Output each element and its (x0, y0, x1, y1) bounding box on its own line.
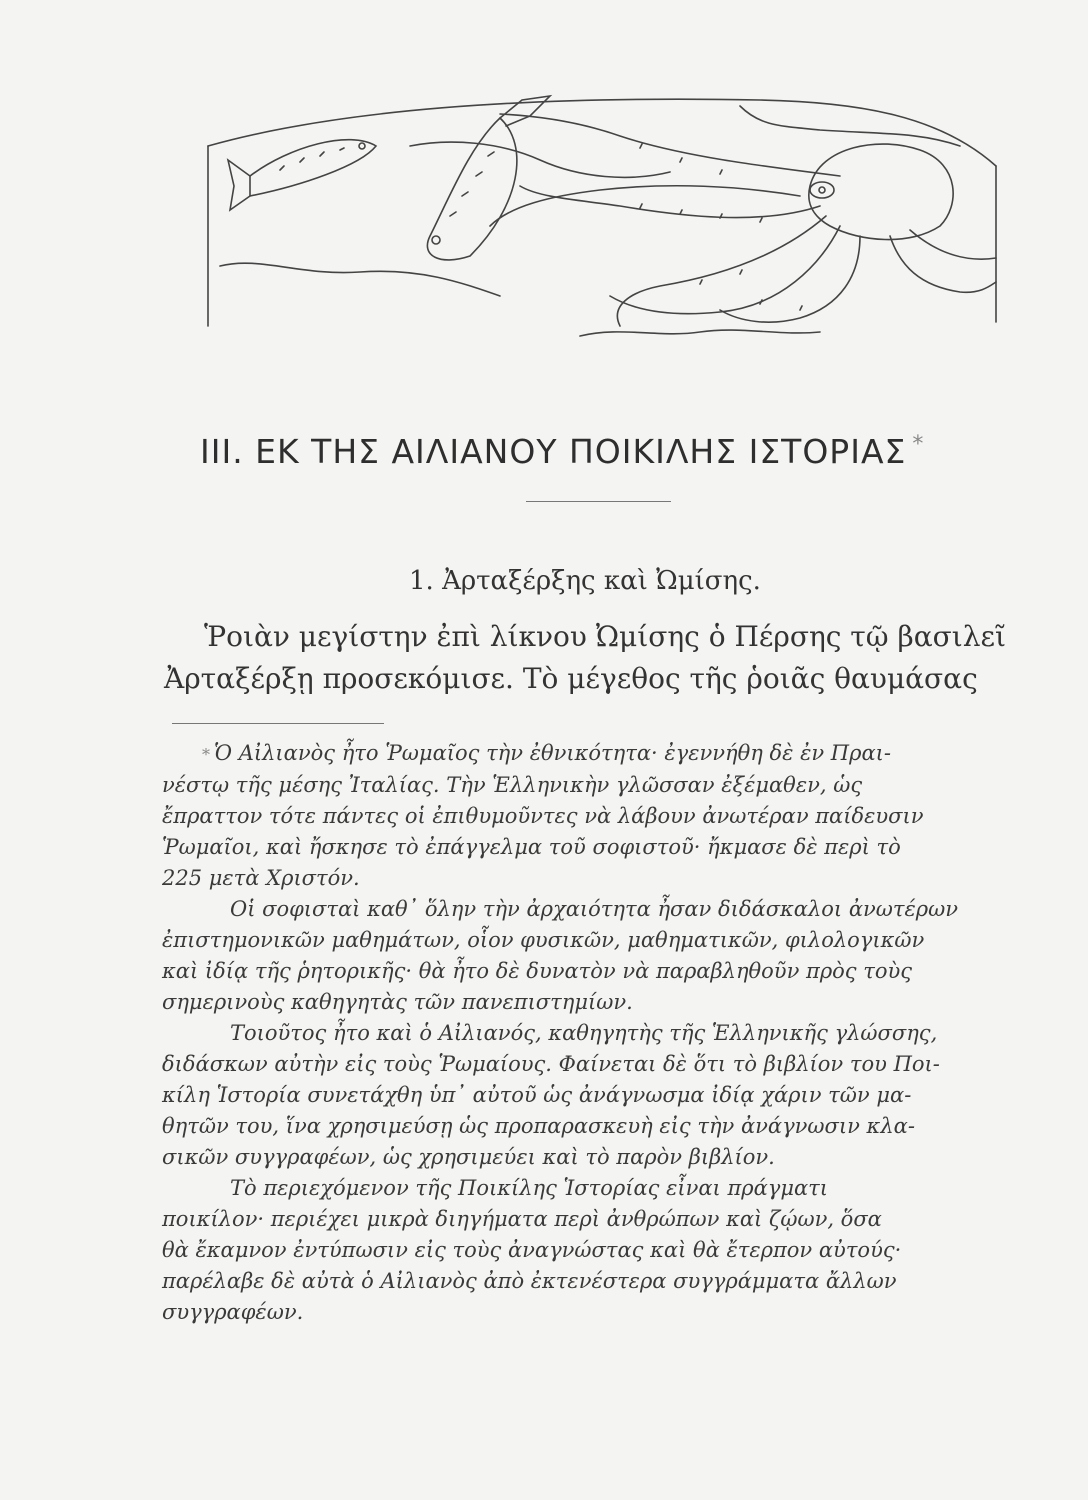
footnote-line: καὶ ἰδίᾳ τῆς ῥητορικῆς· θὰ ἦτο δὲ δυνατὸν νὰ παραβληθοῦν πρὸς τοὺς (162, 959, 913, 983)
footnote-mark: * (202, 745, 210, 764)
footnote-line: νέστῳ τῆς μέσης Ἰταλίας. Τὴν Ἑλληνικὴν γλῶσσαν ἐξέμαθεν, ὡς (162, 773, 863, 797)
footnote-line (162, 738, 1022, 770)
footnote-line: θητῶν του, ἵνα χρησιμεύσῃ ὡς προπαρασκευὴ εἰς τὴν ἀνάγνωσιν κλα- (162, 1114, 915, 1138)
footnote (162, 738, 1022, 1328)
footnote-line: παρέλαβε δὲ αὐτὰ ὁ Αἰλιανὸς ἀπὸ ἐκτενέστερα συγγράμματα ἄλλων (162, 1269, 897, 1293)
main-text-line: Ῥοιὰν μεγίστην ἐπὶ λίκνου Ὠμίσης ὁ Πέρσης τῷ βασιλεῖ (204, 620, 1006, 653)
footnote-line: σικῶν συγγραφέων, ὡς χρησιμεύει καὶ τὸ παρὸν βιβλίον. (162, 1145, 775, 1169)
chapter-title (200, 432, 1020, 471)
footnote-line: συγγραφέων. (162, 1300, 304, 1324)
footnote-line: ποικίλον· περιέχει μικρὰ διηγήματα περὶ ἀνθρώπων καὶ ζῴων, ὅσα (162, 1207, 882, 1231)
section-title: 1. Ἀρταξέρξης καὶ Ὠμίσης. (409, 566, 761, 596)
footnote-line: Τοιοῦτος ἦτο καὶ ὁ Αἰλιανός, καθηγητὴς τῆς Ἑλληνικῆς γλώσσης, (230, 1021, 938, 1045)
footnote-line: 225 μετὰ Χριστόν. (162, 866, 360, 890)
title-divider (526, 501, 671, 502)
footnote-line: Ῥωμαῖοι, καὶ ἤσκησε τὸ ἐπάγγελμα τοῦ σοφιστοῦ· ἤκμασε δὲ περὶ τὸ (162, 835, 901, 859)
main-text-line: Ἀρταξέρξῃ προσεκόμισε. Τὸ μέγεθος τῆς ῥοιᾶς θαυμάσας (164, 662, 978, 695)
fish-icon (427, 96, 550, 260)
fish-icon (228, 140, 376, 210)
main-text (164, 616, 1022, 700)
footnote-line: θὰ ἔκαμνον ἐντύπωσιν εἰς τοὺς ἀναγνώστας καὶ θὰ ἔτερπον αὐτούς· (162, 1238, 902, 1262)
footnote-line: ἐπιστημονικῶν μαθημάτων, οἷον φυσικῶν, μαθηματικῶν, φιλολογικῶν (162, 928, 925, 952)
footnote-line: κίλη Ἱστορία συνετάχθη ὑπ᾽ αὐτοῦ ὡς ἀνάγνωσμα ἰδίᾳ χάριν τῶν μα- (162, 1083, 912, 1107)
footnote-line: σημερινοὺς καθηγητὰς τῶν πανεπιστημίων. (162, 990, 633, 1014)
octopus-icon (490, 114, 996, 326)
footnote-line: Τὸ περιεχόμενον τῆς Ποικίλης Ἱστορίας εἶναι πράγματι (230, 1176, 829, 1200)
octopus-fish-illustration (200, 86, 1000, 346)
chapter-title-text: III. ΕΚ ΤΗΣ ΑΙΛΙΑΝΟΥ ΠΟΙΚΙΛΗΣ ΙΣΤΟΡΙΑΣ (200, 432, 907, 471)
footnote-line: Οἱ σοφισταὶ καθ᾽ ὅλην τὴν ἀρχαιότητα ἦσαν διδάσκαλοι ἀνωτέρων (230, 897, 959, 921)
chapter-footnote-mark: * (912, 432, 925, 457)
footnote-divider (172, 723, 384, 724)
footnote-line: ἔπραττον τότε πάντες οἱ ἐπιθυμοῦντες νὰ λάβουν ἀνωτέραν παίδευσιν (162, 804, 924, 828)
footnote-line-text: Ὁ Αἰλιανὸς ἦτο Ῥωμαῖος τὴν ἐθνικότητα· ἐγεννήθη δὲ ἐν Πραι- (214, 741, 891, 765)
footnote-line: διδάσκων αὐτὴν εἰς τοὺς Ῥωμαίους. Φαίνεται δὲ ὅτι τὸ βιβλίον του Ποι- (162, 1052, 940, 1076)
